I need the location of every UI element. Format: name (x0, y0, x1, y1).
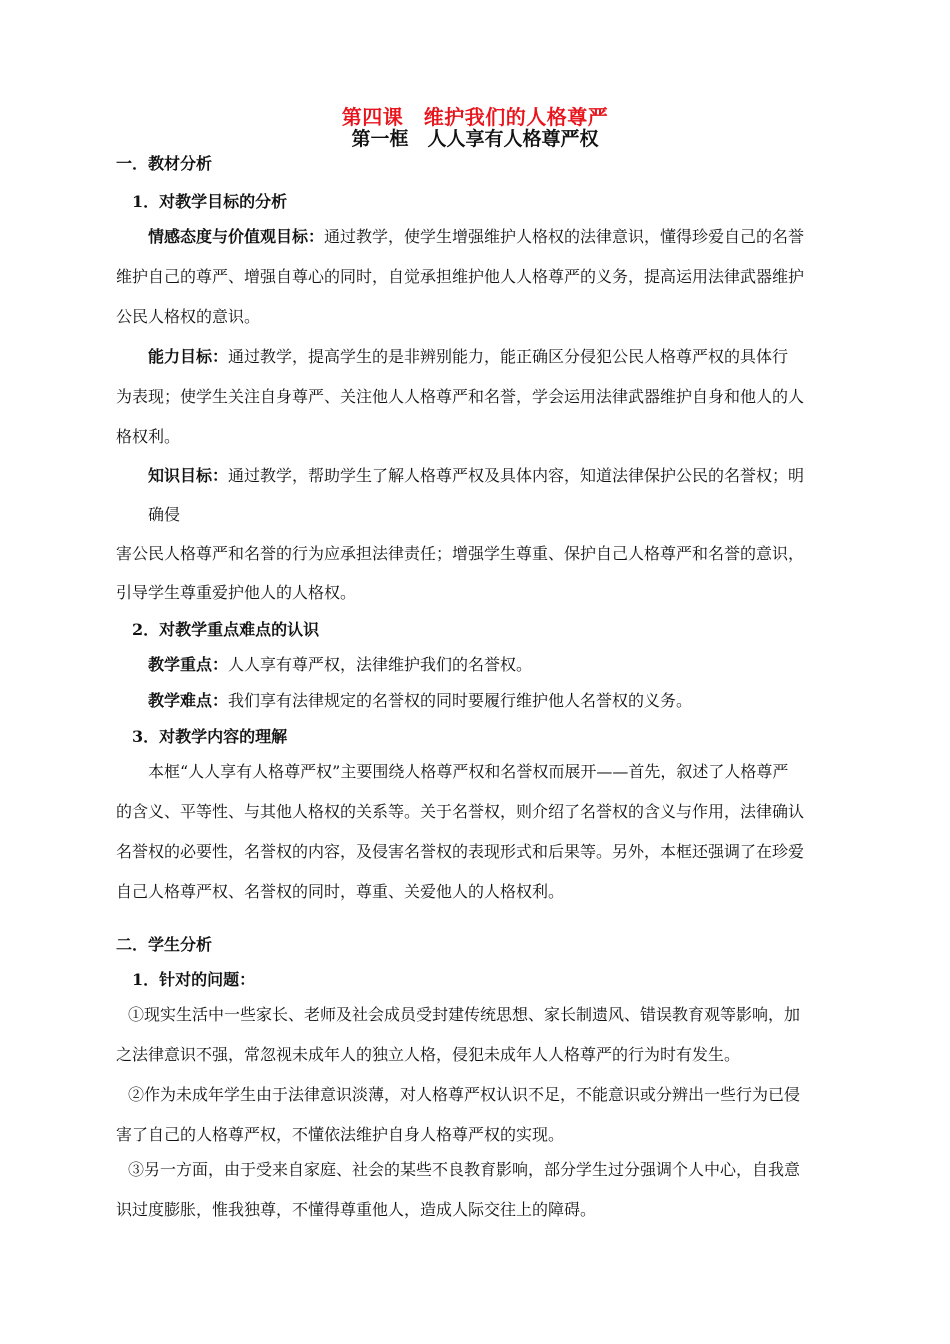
knowledge-goal-line-1 (148, 463, 804, 486)
emotion-goal-line-1 (148, 224, 804, 247)
problem-line-2: 之法律意识不强，常忽视未成年人的独立人格，侵犯未成年人人格尊严的行为时有发生。 (116, 1045, 741, 1064)
ability-goal-line-2: 为表现；使学生关注自身尊严、关注他人人格尊严和名誉，学会运用法律武器维护自身和他人的人 (116, 387, 805, 406)
knowledge-goal-line-2: 确侵 (148, 505, 181, 524)
ability-goal-label: 能力目标： (148, 347, 229, 366)
ability-goal-line-3: 格权利。 (116, 427, 181, 446)
difficult-point-line (148, 688, 692, 711)
lesson-title: 第四课 维护我们的人格尊严 (341, 105, 609, 129)
knowledge-goal-label: 知识目标： (148, 466, 229, 485)
difficult-point-text: 我们享有法律规定的名誉权的同时要履行维护他人名誉权的义务。 (228, 691, 693, 710)
ability-goal-text: 通过教学，提高学生的是非辨别能力，能正确区分侵犯公民人格尊严权的具体行 (228, 347, 789, 366)
heading-teaching-goals: 1．对教学目标的分析 (132, 192, 288, 211)
problem-line-5: ③另一方面，由于受来自家庭、社会的某些不良教育影响，部分学生过分强调个人中心，自我意 (128, 1160, 801, 1179)
content-line-2: 的含义、平等性、与其他人格权的关系等。关于名誉权，则介绍了名誉权的含义与作用，法律确认 (116, 802, 805, 821)
key-point-text: 人人享有尊严权，法律维护我们的名誉权。 (228, 655, 533, 674)
knowledge-goal-line-3: 害公民人格尊严和名誉的行为应承担法律责任；增强学生尊重、保护自己人格尊严和名誉的意识， (116, 544, 805, 563)
content-line-3: 名誉权的必要性，名誉权的内容，及侵害名誉权的表现形式和后果等。另外，本框还强调了在珍爱 (116, 842, 805, 861)
emotion-goal-text: 通过教学，使学生增强维护人格权的法律意识，懂得珍爱自己的名誉 (324, 227, 805, 246)
problem-line-6: 识过度膨胀，惟我独尊，不懂得尊重他人，造成人际交往上的障碍。 (116, 1200, 597, 1219)
problem-line-4: 害了自己的人格尊严权，不懂依法维护自身人格尊严权的实现。 (116, 1125, 565, 1144)
ability-goal-line-1 (148, 344, 788, 367)
emotion-goal-line-2: 维护自己的尊严、增强自尊心的同时，自觉承担维护他人人格尊严的义务，提高运用法律武器维护 (116, 267, 805, 286)
heading-targeted-problems: 1．针对的问题： (132, 970, 256, 989)
key-point-label: 教学重点： (148, 655, 229, 674)
emotion-goal-label: 情感态度与价值观目标： (148, 227, 325, 246)
heading-student-analysis: 二．学生分析 (116, 935, 213, 954)
key-point-line (148, 652, 532, 675)
section-subtitle: 第一框 人人享有人格尊严权 (351, 128, 599, 150)
heading-textbook-analysis: 一．教材分析 (116, 154, 213, 173)
problem-line-3: ②作为未成年学生由于法律意识淡薄，对人格尊严权认识不足，不能意识或分辨出一些行为已侵 (128, 1085, 801, 1104)
heading-key-difficult-points: 2．对教学重点难点的认识 (132, 620, 320, 639)
problem-line-1: ①现实生活中一些家长、老师及社会成员受封建传统思想、家长制遗风、错误教育观等影响，加 (128, 1005, 801, 1024)
content-line-1: 本框“人人享有人格尊严权”主要围绕人格尊严权和名誉权而展开——首先，叙述了人格尊严 (148, 762, 789, 781)
knowledge-goal-text: 通过教学，帮助学生了解人格尊严权及具体内容，知道法律保护公民的名誉权；明 (228, 466, 805, 485)
difficult-point-label: 教学难点： (148, 691, 229, 710)
emotion-goal-line-3: 公民人格权的意识。 (116, 307, 261, 326)
heading-content-understanding: 3．对教学内容的理解 (132, 727, 288, 746)
content-line-4: 自己人格尊严权、名誉权的同时，尊重、关爱他人的人格权利。 (116, 882, 565, 901)
knowledge-goal-line-4: 引导学生尊重爱护他人的人格权。 (116, 583, 357, 602)
